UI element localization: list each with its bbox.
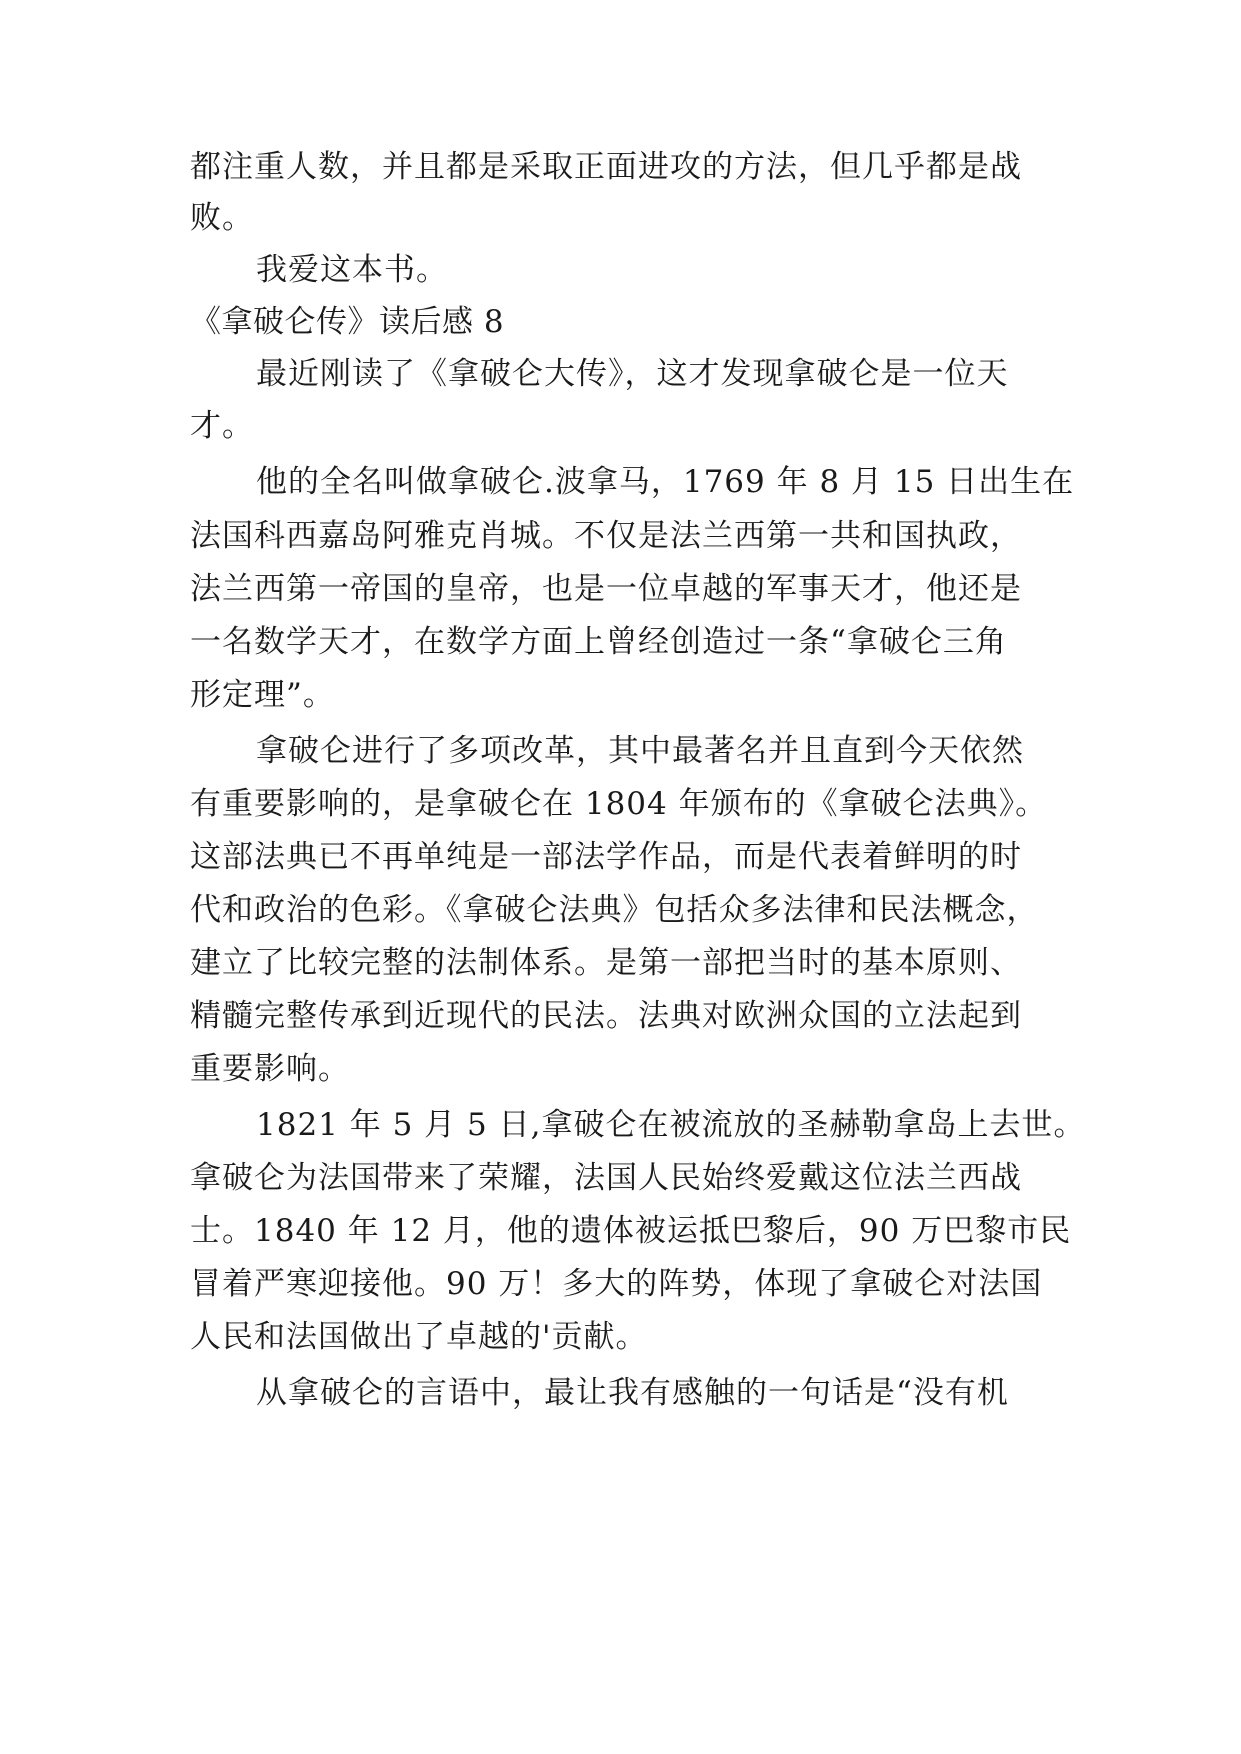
text-line: 代和政治的色彩。《拿破仑法典》包括众多法律和民法概念， bbox=[190, 892, 1039, 928]
text-line: 都注重人数，并且都是采取正面进攻的方法，但几乎都是战 bbox=[190, 149, 1022, 185]
text-line: 他的全名叫做拿破仑.波拿马，1769 年 8 月 15 日出生在 bbox=[256, 464, 1075, 500]
text-line: 败。 bbox=[190, 200, 254, 236]
text-line: 人民和法国做出了卓越的'贡献。 bbox=[190, 1319, 648, 1355]
text-line: 法国科西嘉岛阿雅克肖城。不仅是法兰西第一共和国执政， bbox=[190, 518, 1022, 554]
section-heading: 《拿破仑传》读后感 8 bbox=[190, 304, 505, 340]
text-line: 精髓完整传承到近现代的民法。法典对欧洲众国的立法起到 bbox=[190, 998, 1022, 1034]
text-line: 重要影响。 bbox=[190, 1051, 350, 1087]
text-line: 最近刚读了《拿破仑大传》，这才发现拿破仑是一位天 bbox=[256, 356, 1009, 392]
text-line: 士。1840 年 12 月，他的遗体被运抵巴黎后，90 万巴黎市民 bbox=[190, 1213, 1072, 1249]
text-line: 从拿破仑的言语中，最让我有感触的一句话是“没有机 bbox=[256, 1375, 1009, 1411]
text-line: 拿破仑进行了多项改革，其中最著名并且直到今天依然 bbox=[256, 733, 1024, 769]
text-line: 这部法典已不再单纯是一部法学作品，而是代表着鲜明的时 bbox=[190, 839, 1022, 875]
text-line: 才。 bbox=[190, 408, 254, 444]
text-line: 冒着严寒迎接他。90 万！多大的阵势，体现了拿破仑对法国 bbox=[190, 1266, 1043, 1302]
text-line: 1821 年 5 月 5 日,拿破仑在被流放的圣赫勒拿岛上去世。 bbox=[256, 1107, 1086, 1143]
text-line: 建立了比较完整的法制体系。是第一部把当时的基本原则、 bbox=[190, 945, 1022, 981]
text-line: 一名数学天才，在数学方面上曾经创造过一条“拿破仑三角 bbox=[190, 624, 1007, 660]
text-line: 形定理”。 bbox=[190, 677, 335, 713]
text-line: 拿破仑为法国带来了荣耀，法国人民始终爱戴这位法兰西战 bbox=[190, 1160, 1022, 1196]
text-line: 法兰西第一帝国的皇帝，也是一位卓越的军事天才，他还是 bbox=[190, 571, 1022, 607]
text-line: 有重要影响的，是拿破仑在 1804 年颁布的《拿破仑法典》。 bbox=[190, 786, 1048, 822]
text-line: 我爱这本书。 bbox=[256, 252, 448, 288]
